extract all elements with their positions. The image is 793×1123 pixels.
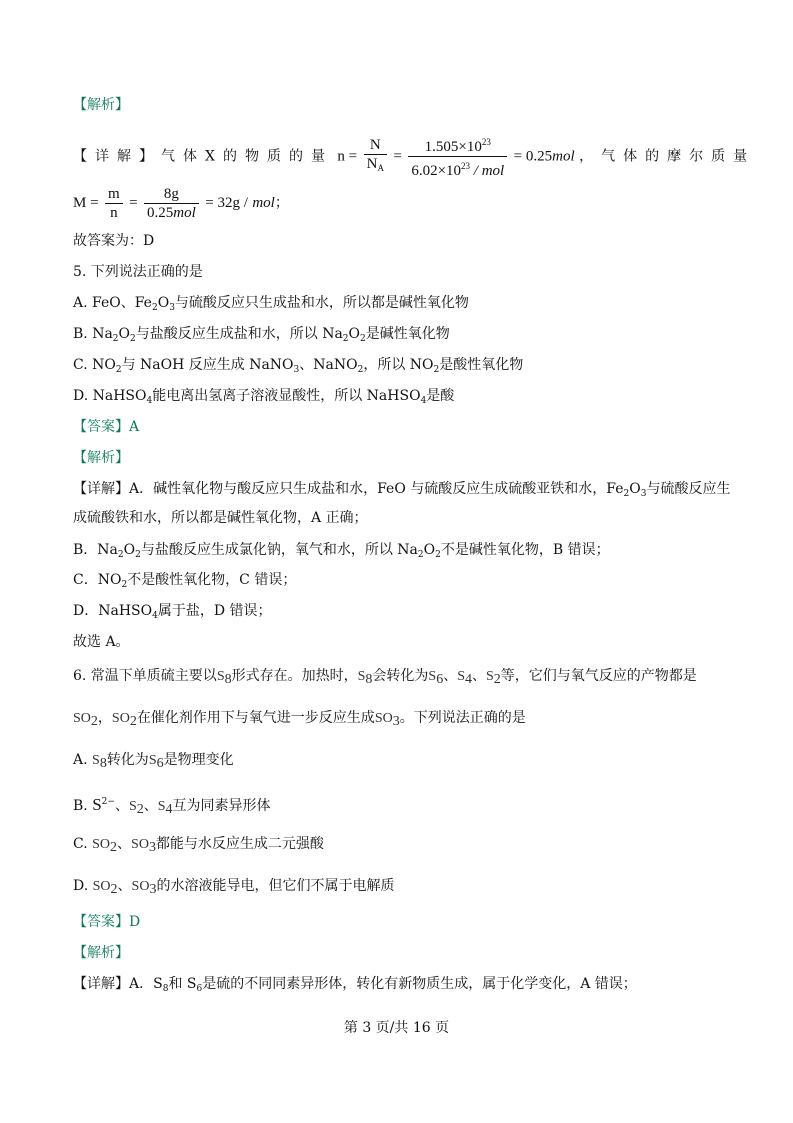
detail-c: C．$NO_2$不是酸性氧化物，C 错误； [73,572,297,590]
answer-conclusion: 故答案为：D [73,233,155,249]
option-d: D. NaHSO$_4$能电离出氢离子溶液显酸性，所以 NaHSO$_4$是酸 [73,388,455,406]
answer-label: 【答案】A [73,419,140,435]
option-d: D. $SO_2$、$SO_3$的水溶液能导电，但它们不属于电解质 [73,878,395,897]
detail-moles: 【详解】气体X的物质的量 n = $\frac{N}{N_A}$ = $\frac{1.505\times 10^{23}}{6.02\times 10^{23} / mol}$ = 0.25mol ，气体的摩尔质量 [73,134,755,174]
question-stem-cont: $SO_2$，$SO_2$在催化剂作用下与氧气进一步反应生成$SO_3$。下列说法正确的是 [73,710,526,729]
detail-a: 【详解】A．$S_8$和 $S_6$是硫的不同同素异形体，转化有新物质生成，属于化学变化，A 错误； [73,976,637,994]
page-footer: 第 3 页/共 16 页 [343,1020,450,1036]
detail-molar-mass: M = $\frac{m}{n}$ = $\frac{8g}{\text{0.25mol}}$ = 32g / mol； [73,185,289,221]
detail-a-cont: 成硫酸铁和水，所以都是碱性氧化物，A 正确； [73,510,368,526]
section-label: 【解析】 [73,97,129,113]
detail-a: 【详解】A．碱性氧化物与酸反应只生成盐和水，FeO 与硫酸反应生成硫酸亚铁和水，$Fe_2O_3$与硫酸反应生 [73,481,731,499]
section-label: 【解析】 [73,945,129,961]
question-stem: 5. 下列说法正确的是 [73,264,203,280]
answer-label: 【答案】D [73,914,141,930]
option-b: B. $Na_2O_2$与盐酸反应生成盐和水，所以 $Na_2O_2$是碱性氧化物 [73,326,450,344]
detail-b: B．$Na_2O_2$与盐酸反应生成氯化钠，氧气和水，所以 $Na_2O_2$不是碱性氧化物，B 错误； [73,542,610,560]
answer-conclusion: 故选 A。 [73,634,130,650]
option-b: B. $S^{2-}$、$S_2$、$S_4$互为同素异形体 [73,795,271,817]
detail-d: D．NaHSO$_4$属于盐，D 错误； [73,603,272,621]
option-a: A. FeO、$Fe_2O_3$与硫酸反应只生成盐和水，所以都是碱性氧化物 [73,295,469,313]
option-c: C. $NO_2$与 NaOH 反应生成 NaNO$_3$、NaNO$_2$，所以 $NO_2$是酸性氧化物 [73,357,524,375]
option-a: A. $S_8$转化为$S_6$是物理变化 [73,752,234,771]
option-c: C. $SO_2$、$SO_3$都能与水反应生成二元强酸 [73,836,324,855]
question-stem: 6. 常温下单质硫主要以$S_8$形式存在。加热时，$S_8$会转化为$S_6$、$S_4$、$S_2$等，它们与氧气反应的产物都是 [73,668,697,687]
section-label: 【解析】 [73,450,129,466]
